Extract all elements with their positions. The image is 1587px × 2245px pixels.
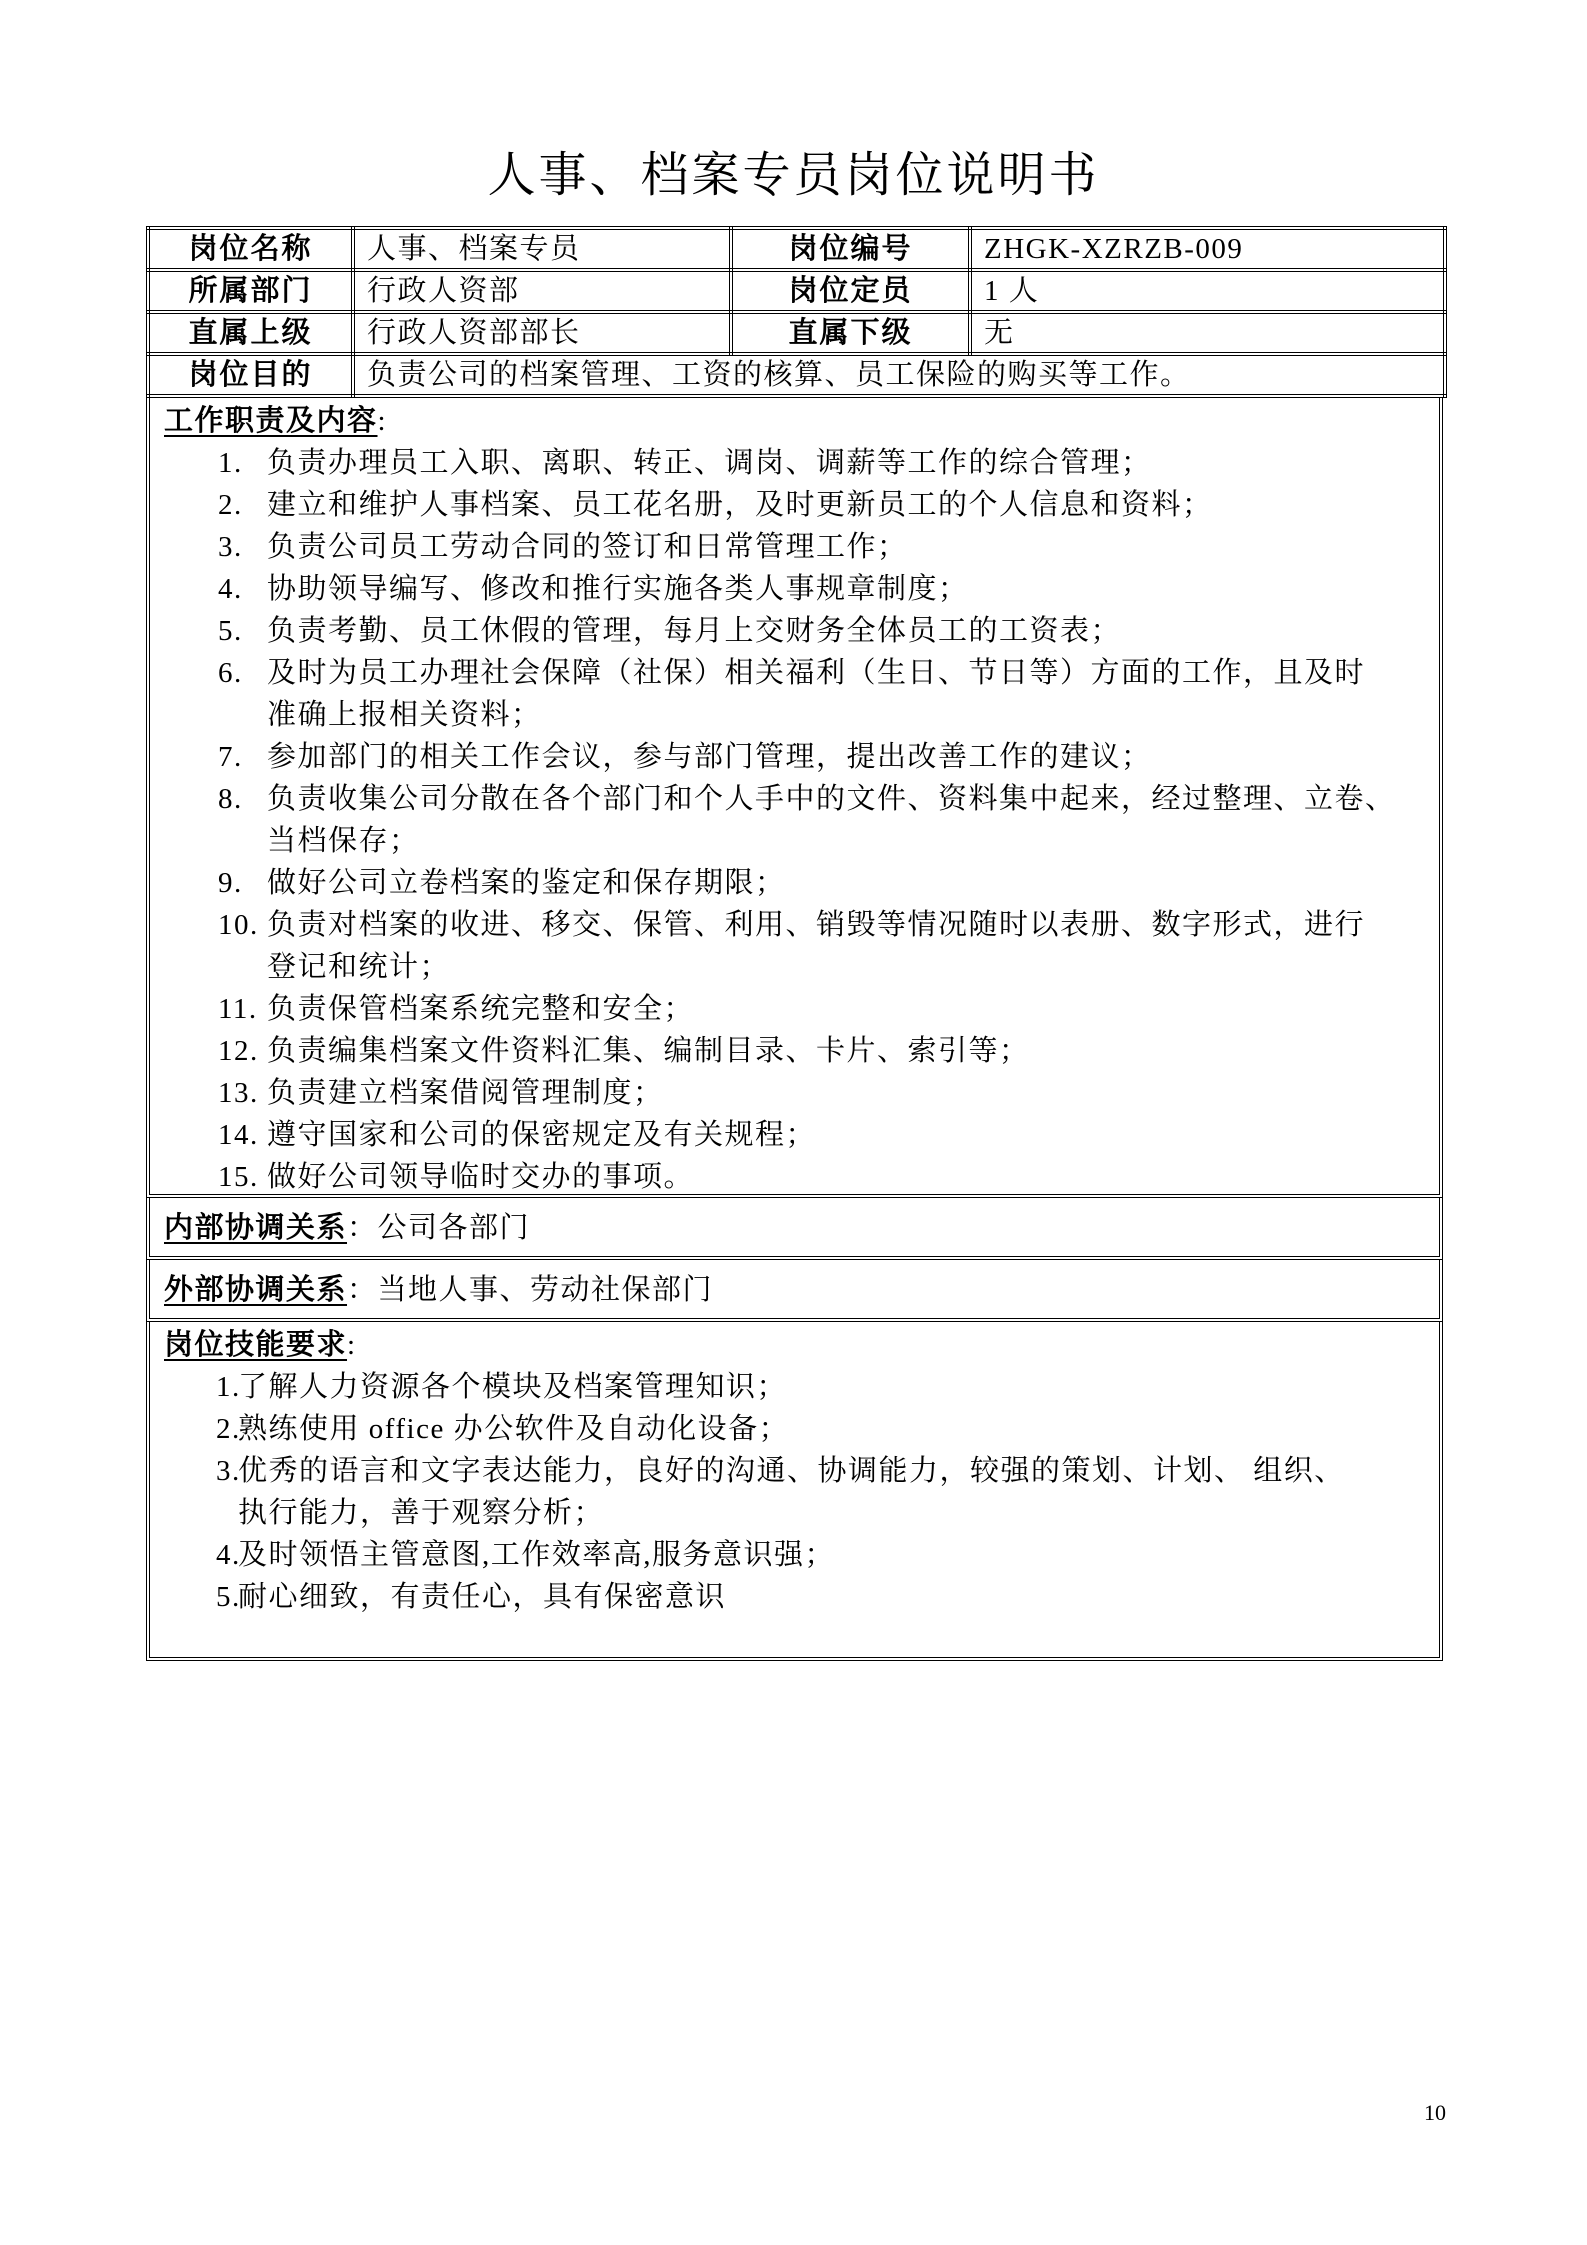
list-item	[164, 1408, 1425, 1450]
item-text: 遵守国家和公司的保密规定及有关规程；	[267, 1119, 817, 1151]
item-number: 6.	[218, 657, 243, 689]
item-number: 12.	[218, 1035, 259, 1067]
purpose-value: 负责公司的档案管理、工资的核算、员工保险的购买等工作。	[353, 354, 1445, 396]
item-text: 执行能力，善于观察分析；	[238, 1497, 605, 1529]
info-row	[148, 270, 1445, 312]
list-item	[164, 1114, 1425, 1156]
list-item	[164, 1576, 1425, 1618]
info-table	[146, 226, 1447, 398]
item-number: 1.	[218, 447, 243, 479]
external-heading: 外部协调关系	[164, 1274, 348, 1306]
field-label: 直属上级	[148, 312, 353, 354]
page-number: 10	[1424, 2100, 1446, 2125]
field-value: 行政人资部部长	[353, 312, 731, 354]
external-coordination-section	[146, 1260, 1443, 1322]
field-value: 1 人	[970, 270, 1445, 312]
duties-list	[164, 442, 1425, 1198]
item-text: 及时领悟主管意图,工作效率高,服务意识强；	[238, 1539, 836, 1571]
item-number: 1.	[216, 1371, 241, 1403]
item-text: 负责建立档案借阅管理制度；	[267, 1077, 664, 1109]
item-number: 5.	[218, 615, 243, 647]
list-item	[164, 1030, 1425, 1072]
purpose-label: 岗位目的	[148, 354, 353, 396]
item-number: 13.	[218, 1077, 259, 1109]
list-item	[164, 778, 1425, 862]
item-text: 当档保存；	[267, 825, 420, 857]
list-item	[164, 1450, 1425, 1534]
item-number: 11.	[218, 993, 258, 1025]
item-text: 优秀的语言和文字表达能力，良好的沟通、协调能力，较强的策划、计划、 组织、	[238, 1455, 1345, 1487]
duties-section	[146, 398, 1443, 1198]
item-text: 协助领导编写、修改和推行实施各类人事规章制度；	[267, 573, 969, 605]
info-row	[148, 228, 1445, 270]
item-text: 登记和统计；	[267, 951, 451, 983]
list-item	[164, 1534, 1425, 1576]
info-row	[148, 312, 1445, 354]
item-number: 2.	[216, 1413, 241, 1445]
internal-coordination-section	[146, 1198, 1443, 1260]
field-value: 人事、档案专员	[353, 228, 731, 270]
list-item	[164, 1072, 1425, 1114]
item-text: 参加部门的相关工作会议，参与部门管理，提出改善工作的建议；	[267, 741, 1152, 773]
internal-heading: 内部协调关系	[164, 1212, 348, 1244]
list-item	[164, 610, 1425, 652]
list-item	[164, 526, 1425, 568]
duties-colon: :	[377, 405, 388, 437]
item-text: 及时为员工办理社会保障（社保）相关福利（生日、节日等）方面的工作，且及时	[267, 657, 1366, 689]
item-text: 负责考勤、员工休假的管理，每月上交财务全体员工的工资表；	[267, 615, 1122, 647]
item-text: 负责保管档案系统完整和安全；	[267, 993, 695, 1025]
skills-section	[146, 1322, 1443, 1661]
item-number: 10.	[218, 909, 259, 941]
job-description-table	[146, 226, 1443, 1661]
item-text: 了解人力资源各个模块及档案管理知识；	[238, 1371, 788, 1403]
item-number: 8.	[218, 783, 243, 815]
page-title: 人事、档案专员岗位说明书	[487, 149, 1100, 202]
item-text: 准确上报相关资料；	[267, 699, 542, 731]
item-number: 3.	[216, 1455, 241, 1487]
skills-list	[164, 1366, 1425, 1618]
item-number: 7.	[218, 741, 243, 773]
field-value: 行政人资部	[353, 270, 731, 312]
item-number: 9.	[218, 867, 243, 899]
item-text: 负责公司员工劳动合同的签订和日常管理工作；	[267, 531, 908, 563]
item-number: 3.	[218, 531, 243, 563]
skills-heading: 岗位技能要求	[164, 1329, 348, 1361]
item-text: 做好公司立卷档案的鉴定和保存期限；	[267, 867, 786, 899]
item-number: 14.	[218, 1119, 259, 1151]
item-number: 5.	[216, 1581, 241, 1613]
item-text: 做好公司领导临时交办的事项。	[267, 1161, 695, 1193]
item-text: 负责编集档案文件资料汇集、编制目录、卡片、索引等；	[267, 1035, 1030, 1067]
skills-colon: :	[347, 1329, 357, 1361]
external-colon: ：	[347, 1274, 378, 1306]
list-item	[164, 988, 1425, 1030]
list-item	[164, 736, 1425, 778]
item-number: 4.	[218, 573, 243, 605]
field-label: 所属部门	[148, 270, 353, 312]
item-text: 耐心细致，有责任心，具有保密意识	[238, 1581, 727, 1613]
list-item	[164, 652, 1425, 736]
item-number: 4.	[216, 1539, 241, 1571]
list-item	[164, 1366, 1425, 1408]
item-text: 负责对档案的收进、移交、保管、利用、销毁等情况随时以表册、数字形式，进行	[267, 909, 1366, 941]
list-item	[164, 442, 1425, 484]
list-item	[164, 862, 1425, 904]
item-text: 建立和维护人事档案、员工花名册，及时更新员工的个人信息和资料；	[267, 489, 1213, 521]
purpose-row	[148, 354, 1445, 396]
field-label: 岗位名称	[148, 228, 353, 270]
internal-colon: ：	[347, 1212, 378, 1244]
list-item	[164, 904, 1425, 988]
item-number: 2.	[218, 489, 243, 521]
list-item	[164, 1156, 1425, 1198]
internal-value: 公司各部门	[377, 1212, 531, 1244]
item-text: 熟练使用 office 办公软件及自动化设备；	[238, 1413, 790, 1445]
list-item	[164, 568, 1425, 610]
item-text: 负责收集公司分散在各个部门和个人手中的文件、资料集中起来，经过整理、立卷、	[267, 783, 1396, 815]
duties-heading: 工作职责及内容	[164, 405, 378, 437]
field-label: 岗位定员	[731, 270, 970, 312]
item-text: 负责办理员工入职、离职、转正、调岗、调薪等工作的综合管理；	[267, 447, 1152, 479]
field-value: 无	[970, 312, 1445, 354]
list-item	[164, 484, 1425, 526]
item-number: 15.	[218, 1161, 259, 1193]
field-label: 岗位编号	[731, 228, 970, 270]
field-label: 直属下级	[731, 312, 970, 354]
field-value: ZHGK-XZRZB-009	[970, 228, 1445, 270]
external-value: 当地人事、劳动社保部门	[377, 1274, 714, 1306]
